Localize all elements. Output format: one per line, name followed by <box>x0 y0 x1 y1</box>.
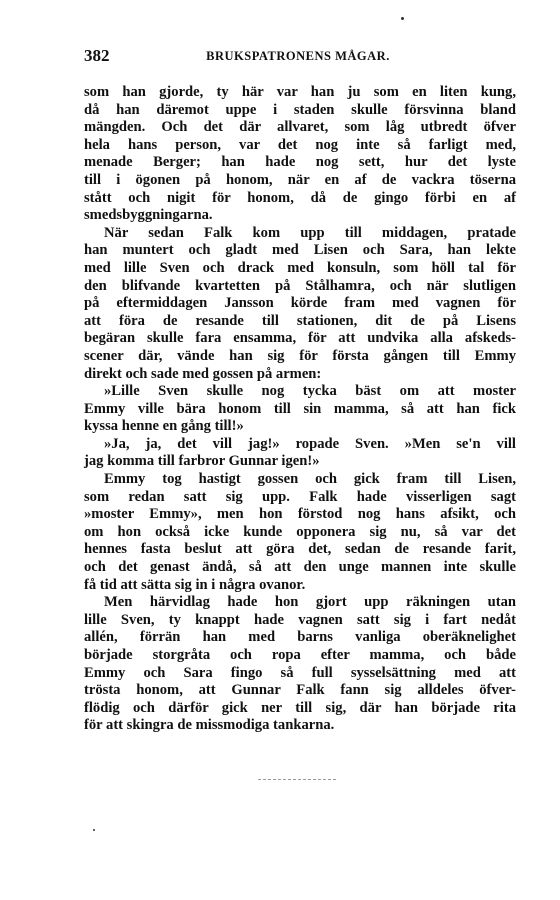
text-line: Emmy ville bära honom till sin mamma, så att han fick <box>84 400 516 417</box>
text-line: stått och nigit för honom, då de gingo förbi en af <box>84 189 516 206</box>
text-line: den blifvande kvartetten på Stålhamra, och när slutligen <box>84 277 516 294</box>
text-line: få tid att sätta sig in i några ovanor. <box>84 576 306 593</box>
text-line: började storgråta och ropa efter mamma, och både <box>84 647 516 663</box>
text-line: då han däremot uppe i staden skulle försvinna bland <box>84 101 516 118</box>
text-line: som redan satt sig upp. Falk hade visserligen sagt <box>84 488 516 505</box>
text-line: »Lille Sven skulle nog tycka bäst om att moster <box>104 383 516 400</box>
page-number: 382 <box>84 46 110 65</box>
footer-rule <box>258 779 336 780</box>
text-line: smedsbyggningarna. <box>84 207 213 224</box>
text-line: allén, förrän han med barns vanliga oberäknelighet <box>84 629 516 646</box>
text-line: När sedan Falk kom upp till middagen, pratade <box>104 224 516 241</box>
text-line: trösta honom, att Gunnar Falk fann sig alldeles öfver- <box>84 682 516 699</box>
text-line: till i ögonen på honom, när en af de vackra töserna <box>84 171 516 188</box>
running-title: BRUKSPATRONENS MÅGAR. <box>206 49 390 63</box>
text-line: flödig och därför gick ner till sig, där han började rita <box>84 699 516 716</box>
body-text <box>84 84 516 735</box>
text-line: mängden. Och det där allvaret, som låg utbredt öfver <box>84 119 516 136</box>
text-line: som han gjorde, ty här var han ju som en liten kung, <box>84 84 516 100</box>
text-line: Men härvidlag hade hon gjort upp räkningen utan <box>104 594 516 611</box>
text-line: för att skingra de missmodiga tankarna. <box>84 717 335 734</box>
print-speck <box>401 17 404 20</box>
text-line: hennes fasta beslut att göra det, sedan de resande farit, <box>84 541 516 558</box>
text-line: jag komma till farbror Gunnar igen!» <box>84 453 320 470</box>
print-speck <box>93 829 95 831</box>
text-line: scener där, vände han sig för första gången till Emmy <box>84 347 516 364</box>
text-line: han muntert och gladt med Lisen och Sara, han lekte <box>84 242 516 259</box>
text-line: på eftermiddagen Jansson körde fram med vagnen för <box>84 295 516 312</box>
text-line: begäran skulle fara ensamma, för att undvika alla afskeds- <box>84 330 516 347</box>
text-line: att föra de resande till stationen, dit de på Lisens <box>84 312 516 329</box>
text-line: hela hans person, var det nog inte så farligt med, <box>84 136 516 153</box>
text-line: »moster Emmy», men hon förstod nog hans afsikt, och <box>84 506 516 523</box>
text-line: Emmy och Sara fingo så full sysselsättning med att <box>84 664 516 681</box>
text-line: Emmy tog hastigt gossen och gick fram till Lisen, <box>104 471 516 488</box>
text-line: »Ja, ja, det vill jag!» ropade Sven. »Men se'n vill <box>104 435 516 452</box>
text-line: och det genast ändå, så att den unge mannen inte skulle <box>84 559 516 576</box>
text-line: direkt och sade med gossen på armen: <box>84 365 322 382</box>
text-line: om hon också icke kunde opponera sig nu, så var det <box>84 523 516 540</box>
text-line: menade Berger; han hade nog sett, hur det lyste <box>84 154 516 171</box>
text-line: lille Sven, ty knappt hade vagnen satt sig i fart nedåt <box>84 611 516 628</box>
text-line: kyssa henne en gång till!» <box>84 418 244 435</box>
text-line: med lille Sven och drack med konsuln, som höll tal för <box>84 259 516 276</box>
